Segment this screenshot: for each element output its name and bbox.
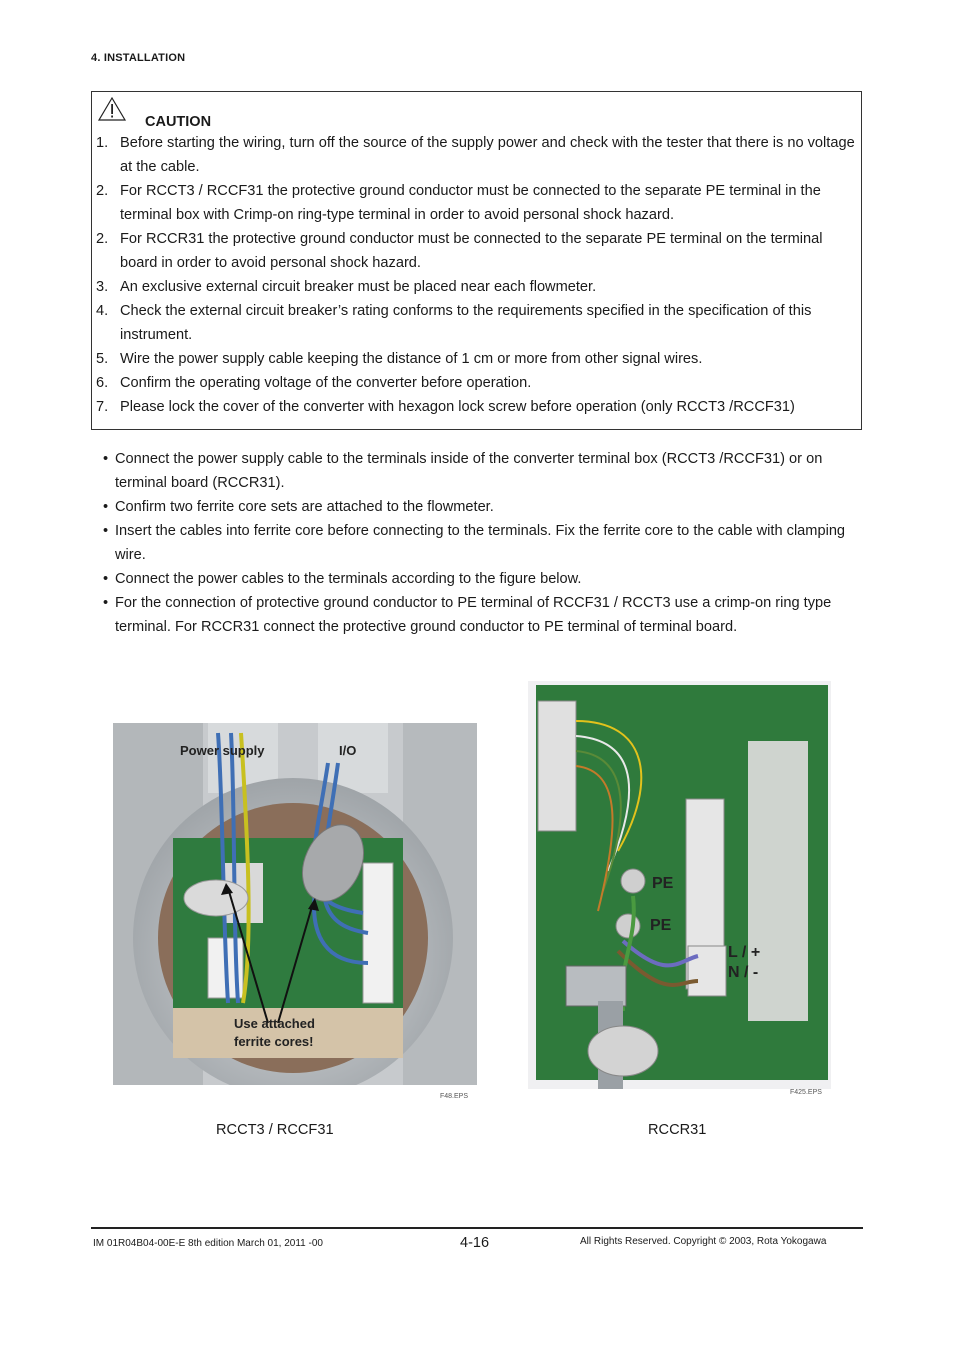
instruction-bullets — [103, 447, 865, 639]
ferrite-note-line1: Use attached — [234, 1016, 315, 1031]
caution-item-number: 7. — [96, 399, 109, 415]
bullet-text: Insert the cables into ferrite core before connecting to the terminals. Fix the ferrite core to the cable with clamping wire. — [115, 523, 846, 563]
bullet-item — [103, 447, 865, 495]
bullet-text: For the connection of protective ground conductor to PE terminal of RCCF31 / RCCT3 use a crimp-on ring type terminal. For RCCR31 connect the protective ground conductor to PE terminal of terminal board. — [115, 595, 832, 635]
bullet-item — [103, 567, 865, 591]
caution-item — [96, 131, 862, 179]
caution-item — [96, 347, 862, 371]
bullet-dot: • — [103, 595, 109, 611]
bullet-text: Confirm two ferrite core sets are attached to the flowmeter. — [115, 499, 494, 515]
power-supply-label: Power supply — [180, 743, 265, 758]
caution-item — [96, 179, 862, 227]
caution-item-text: For RCCT3 / RCCF31 the protective ground conductor must be connected to the separate PE terminal in the terminal box with Crimp-on ring-type terminal in order to avoid personal shock hazard. — [120, 183, 821, 223]
caution-item-number: 6. — [96, 375, 109, 391]
bullet-text: Connect the power cables to the terminals according to the figure below. — [115, 571, 582, 587]
caution-item-number: 4. — [96, 303, 109, 319]
caution-item-text: An exclusive external circuit breaker must be placed near each flowmeter. — [120, 279, 597, 295]
footer-divider — [91, 1227, 863, 1229]
eps-tag-left: F48.EPS — [440, 1093, 469, 1100]
caution-item — [96, 227, 862, 275]
terminal-box-photo — [113, 723, 477, 1085]
caution-title: CAUTION — [145, 114, 212, 130]
caution-item — [96, 275, 862, 299]
bullet-dot: • — [103, 523, 109, 539]
caution-item — [96, 299, 862, 347]
neutral-terminal-label: N / - — [728, 964, 759, 981]
footer-document-id: IM 01R04B04-00E-E 8th edition March 01, 2011 -00 — [93, 1238, 323, 1249]
terminal-board-illustration — [528, 681, 831, 1089]
caution-item-number: 1. — [96, 135, 109, 151]
caution-item-text: Confirm the operating voltage of the converter before operation. — [120, 375, 532, 391]
caution-list — [96, 131, 862, 419]
bullet-text: Connect the power supply cable to the terminals inside of the converter terminal box (RCCT3 /RCCF31) or on terminal board (RCCR31). — [115, 451, 823, 491]
right-figure-caption: RCCR31 — [648, 1122, 707, 1138]
caution-item-text: Wire the power supply cable keeping the distance of 1 cm or more from other signal wires. — [120, 351, 703, 367]
eps-tag-right: F425.EPS — [790, 1089, 822, 1096]
bullet-item — [103, 495, 865, 519]
section-header: 4. INSTALLATION — [91, 52, 186, 64]
bullet-item — [103, 519, 865, 567]
caution-item-text: For RCCR31 the protective ground conductor must be connected to the separate PE terminal on the terminal board in order to avoid personal shock hazard. — [120, 231, 823, 271]
caution-box — [91, 91, 862, 430]
pe-label-1: PE — [652, 875, 674, 892]
caution-item — [96, 395, 862, 419]
terminal-board-photo — [528, 681, 831, 1089]
pe-label-2: PE — [650, 917, 672, 934]
ferrite-note-line2: ferrite cores! — [234, 1034, 314, 1049]
line-terminal-label: L / + — [728, 944, 761, 961]
caution-item-text: Please lock the cover of the converter with hexagon lock screw before operation (only RCCT3 /RCCF31) — [120, 399, 795, 415]
caution-item-number: 3. — [96, 279, 109, 295]
caution-item — [96, 371, 862, 395]
warning-triangle-icon — [97, 96, 127, 122]
footer-copyright: All Rights Reserved. Copyright © 2003, Rota Yokogawa — [580, 1236, 827, 1247]
left-figure-caption: RCCT3 / RCCF31 — [216, 1122, 334, 1138]
caution-item-number: 5. — [96, 351, 109, 367]
caution-item-number: 2. — [96, 183, 109, 199]
io-label: I/O — [339, 743, 357, 758]
caution-item-text: Check the external circuit breaker’s rating conforms to the requirements specified in the specification of this instrument. — [120, 303, 812, 343]
bullet-item — [103, 591, 865, 639]
bullet-dot: • — [103, 499, 109, 515]
bullet-dot: • — [103, 451, 109, 467]
bullet-dot: • — [103, 571, 109, 587]
caution-item-text: Before starting the wiring, turn off the source of the supply power and check with the tester that there is no voltage at the cable. — [120, 135, 855, 175]
caution-item-number: 2. — [96, 231, 109, 247]
page-number: 4-16 — [460, 1235, 490, 1251]
